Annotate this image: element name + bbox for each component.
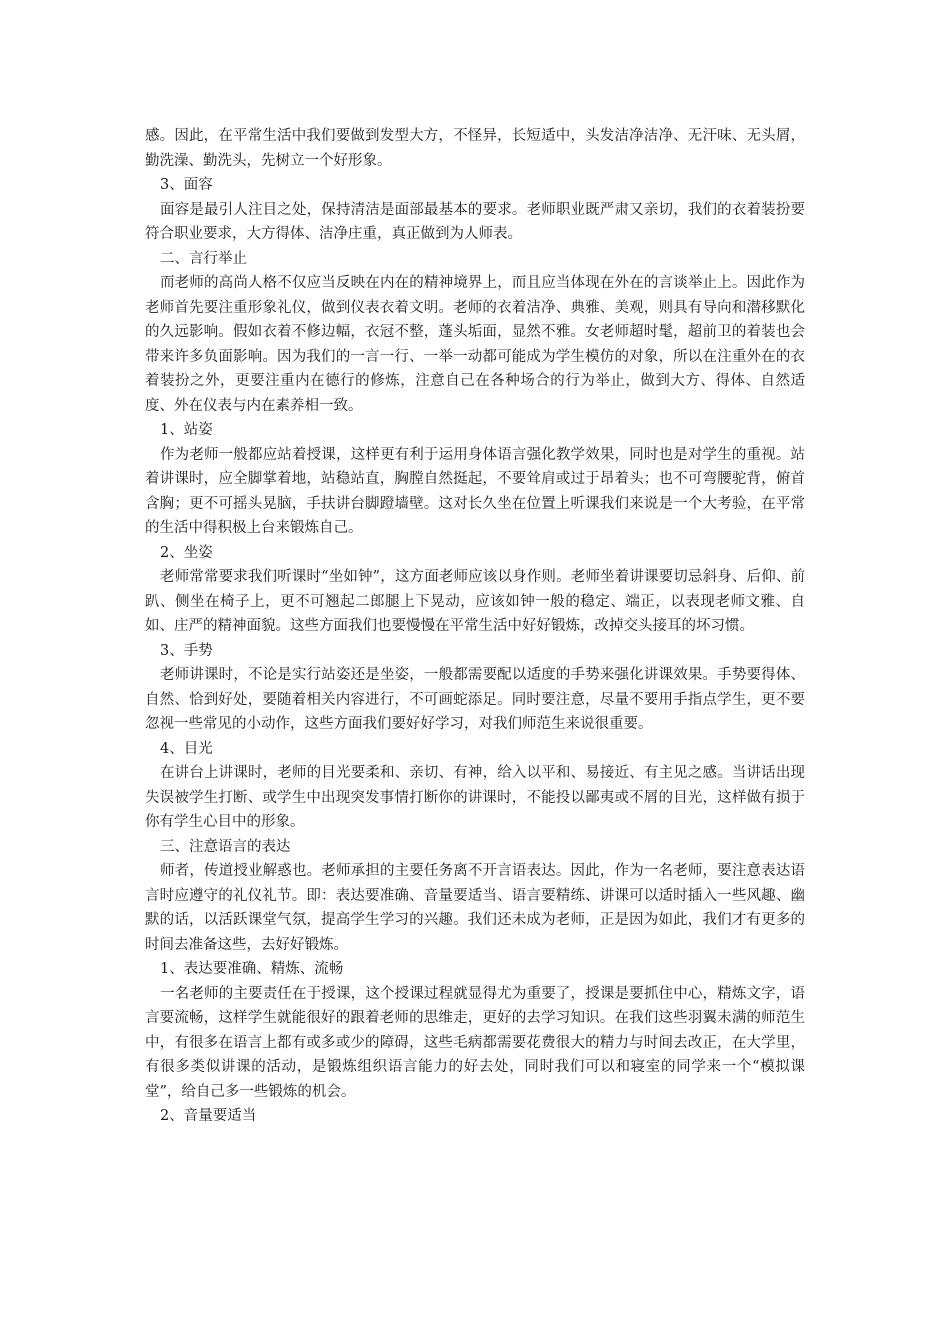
section-heading: 4、目光 (160, 740, 213, 757)
body-paragraph: 老师常常要求我们听课时“坐如钟”，这方面老师应该以身作则。老师坐着讲课要切忌斜身、后仰、前趴、侧坐在椅子上，更不可翘起二郎腿上下晃动，应该如钟一般的稳定、端正，以表现老师文雅、自如、庄严的精神面貌。这些方面我们也要慢慢在平常生活中好好锻炼，改掉交头接耳的坏习惯。 (145, 569, 805, 634)
body-paragraph: 在讲台上讲课时，老师的目光要柔和、亲切、有神，给入以平和、易接近、有主见之感。当讲话出现失误被学生打断、或学生中出现突发事情打断你的讲课时，不能投以鄙夷或不屑的目光，这样做有损于你有学生心目中的形象。 (145, 765, 805, 830)
section-heading: 三、注意语言的表达 (160, 838, 291, 855)
section-heading: 2、音量要适当 (160, 1108, 257, 1124)
document-body (145, 124, 805, 1129)
body-paragraph: 老师讲课时，不论是实行站姿还是坐姿，一般都需要配以适度的手势来强化讲课效果。手势要得体、自然、恰到好处，要随着相关内容进行，不可画蛇添足。同时要注意，尽量不要用手指点学生，更不要忽视一些常见的小动作，这些方面我们要好好学习，对我们师范生来说很重要。 (145, 667, 805, 732)
body-paragraph: 师者，传道授业解惑也。老师承担的主要任务离不开言语表达。因此，作为一名老师，要注意表达语言时应遵守的礼仪礼节。即：表达要准确、音量要适当、语言要精练、讲课可以适时插入一些风趣、幽默的话，以活跃课堂气氛，提高学生学习的兴趣。我们还未成为老师，正是因为如此，我们才有更多的时间去准备这些，去好好锻炼。 (145, 863, 805, 953)
section-heading: 1、站姿 (160, 422, 213, 438)
body-paragraph: 而老师的高尚人格不仅应当反映在内在的精神境界上，而且应当体现在外在的言谈举止上。因此作为老师首先要注重形象礼仪，做到仪表衣着文明。老师的衣着洁净、典雅、美观，则具有导向和潜移默化的久远影响。假如衣着不修边幅，衣冠不整，蓬头垢面，显然不雅。女老师超时髦，超前卫的着装也会带来许多负面影响。因为我们的一言一行、一举一动都可能成为学生模仿的对象，所以在注重外在的衣着装扮之外，更要注重内在德行的修炼，注意自己在各种场合的行为举止，做到大方、得体、自然适度、外在仪表与内在素养相一致。 (145, 275, 805, 414)
body-paragraph: 作为老师一般都应站着授课，这样更有利于运用身体语言强化教学效果，同时也是对学生的重视。站着讲课时，应全脚掌着地，站稳站直，胸膛自然挺起，不要耸肩或过于昂着头；也不可弯腰驼背，俯首含胸；更不可摇头晃脑，手扶讲台脚蹬墙壁。这对长久坐在位置上听课我们来说是一个大考验，在平常的生活中得积极上台来锻炼自己。 (145, 446, 805, 536)
section-heading: 1、表达要准确、精炼、流畅 (160, 961, 344, 977)
body-paragraph: 一名老师的主要责任在于授课，这个授课过程就显得尤为重要了，授课是要抓住中心，精炼文字，语言要流畅，这样学生就能很好的跟着老师的思维走，更好的去学习知识。在我们这些羽翼未满的师范生中，有很多在语言上都有或多或少的障碍，这些毛病都需要花费很大的精力与时间去改正，在大学里，有很多类似讲课的活动，是锻炼组织语言能力的好去处，同时我们可以和寝室的同学来一个“模拟课堂”，给自己多一些锻炼的机会。 (145, 985, 805, 1100)
body-paragraph: 感。因此，在平常生活中我们要做到发型大方，不怪异，长短适中，头发洁净洁净、无汗味、无头屑，勤洗澡、勤洗头，先树立一个好形象。 (145, 128, 805, 169)
section-heading: 2、坐姿 (160, 544, 213, 561)
section-heading: 3、手势 (160, 642, 213, 659)
body-paragraph: 面容是最引人注目之处，保持清洁是面部最基本的要求。老师职业既严肃又亲切，我们的衣着装扮要符合职业要求，大方得体、洁净庄重，真正做到为人师表。 (145, 201, 805, 242)
section-heading: 3、面容 (160, 177, 213, 193)
section-heading: 二、言行举止 (160, 250, 247, 267)
